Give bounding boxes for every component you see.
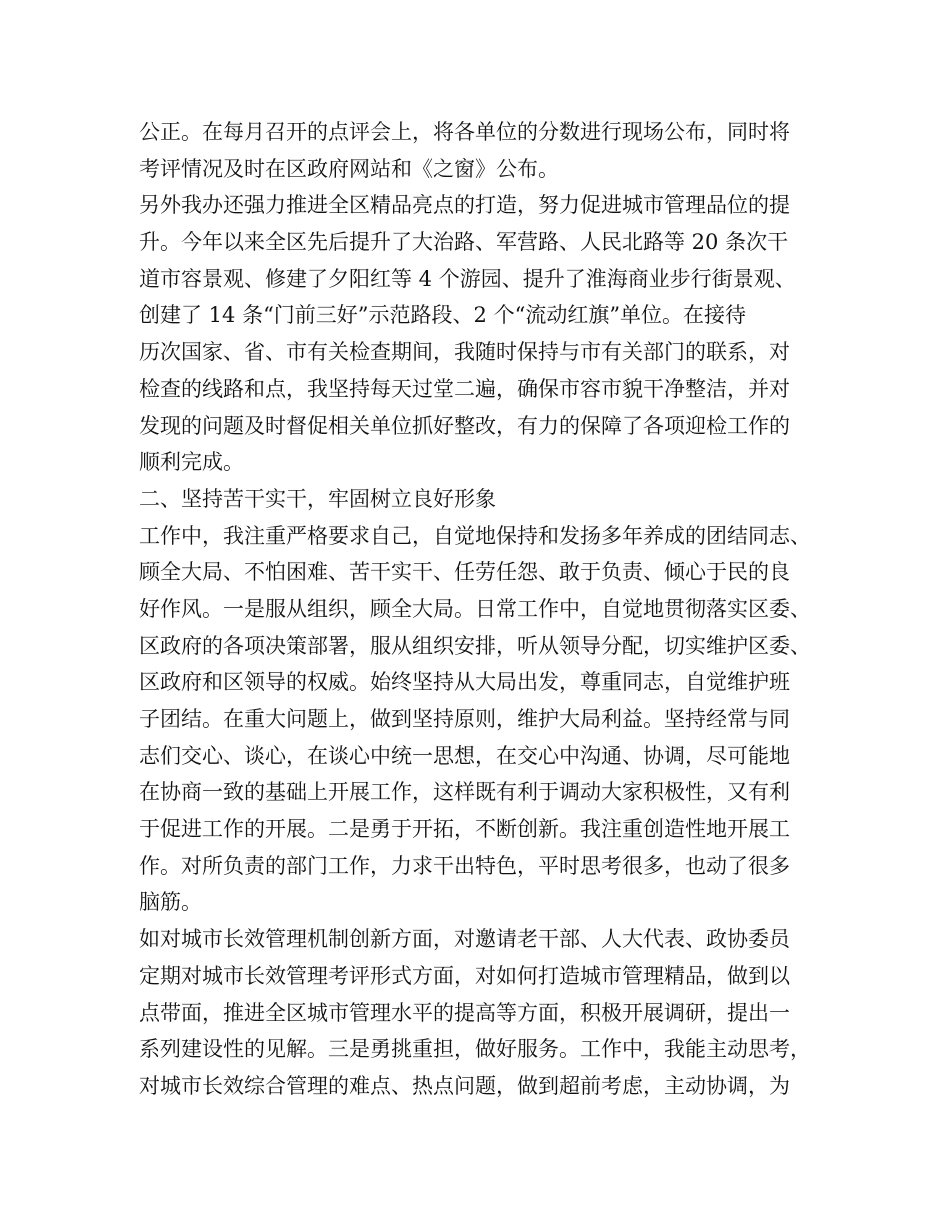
text-line: 于促进工作的开展。二是勇于开拓，不断创新。我注重创造性地开展工 [139,817,790,842]
text-line: 好作风。一是服从组织，顾全大局。日常工作中，自觉地贯彻落实区委、 [139,596,811,621]
text-line: 定期对城市长效管理考评形式方面，对如何打造城市管理精品，做到以 [139,963,790,988]
text-line: 检查的线路和点，我坚持每天过堂二遍，确保市容市貌干净整洁，并对 [139,376,790,401]
text-line: 区政府的各项决策部署，服从组织安排，听从领导分配，切实维护区委、 [139,633,811,658]
text-line: 道市容景观、修建了夕阳红等 4 个游园、提升了淮海商业步行街景观、 [139,266,796,291]
text-line: 在协商一致的基础上开展工作，这样既有利于调动大家积极性，又有利 [139,780,790,805]
text-line: 子团结。在重大问题上，做到坚持原则，维护大局利益。坚持经常与同 [139,707,790,731]
text-line: 对城市长效综合管理的难点、热点问题，做到超前考虑，主动协调，为 [139,1073,790,1098]
text-line: 顾全大局、不怕困难、苦干实干、任劳任怨、敢于负责、倾心于民的良 [139,560,790,585]
text-line: 工作中，我注重严格要求自己，自觉地保持和发扬多年养成的团结同志、 [139,523,811,548]
text-line: 历次国家、省、市有关检查期间，我随时保持与市有关部门的联系，对 [139,340,790,365]
text-line: 点带面，推进全区城市管理水平的提高等方面，积极开展调研，提出一 [139,1000,790,1025]
document-body [139,114,819,1105]
text-line: 志们交心、谈心，在谈心中统一思想，在交心中沟通、协调，尽可能地 [139,743,790,768]
text-line: 作。对所负责的部门工作，力求干出特色，平时思考很多，也动了很多 [139,853,790,878]
text-line: 升。今年以来全区先后提升了大治路、军营路、人民北路等 20 条次干 [139,230,789,255]
text-line: 考评情况及时在区政府网站和《之窗》公布。 [139,156,559,181]
text-line: 公正。在每月召开的点评会上，将各单位的分数进行现场公布，同时将 [139,120,790,144]
text-line: 脑筋。 [139,890,202,915]
text-line: 创建了 14 条“门前三好”示范路段、2 个“流动红旗”单位。在接待 [139,303,747,328]
text-line: 另外我办还强力推进全区精品亮点的打造，努力促进城市管理品位的提 [139,193,790,218]
text-line: 如对城市长效管理机制创新方面，对邀请老干部、人大代表、政协委员 [139,927,790,952]
text-line: 系列建设性的见解。三是勇挑重担，做好服务。工作中，我能主动思考， [139,1037,811,1062]
text-line: 发现的问题及时督促相关单位抓好整改，有力的保障了各项迎检工作的 [139,413,790,438]
text-line: 顺利完成。 [139,450,244,475]
section-heading: 二、坚持苦干实干，牢固树立良好形象 [139,486,496,511]
text-line: 区政府和区领导的权威。始终坚持从大局出发，尊重同志，自觉维护班 [139,670,790,695]
